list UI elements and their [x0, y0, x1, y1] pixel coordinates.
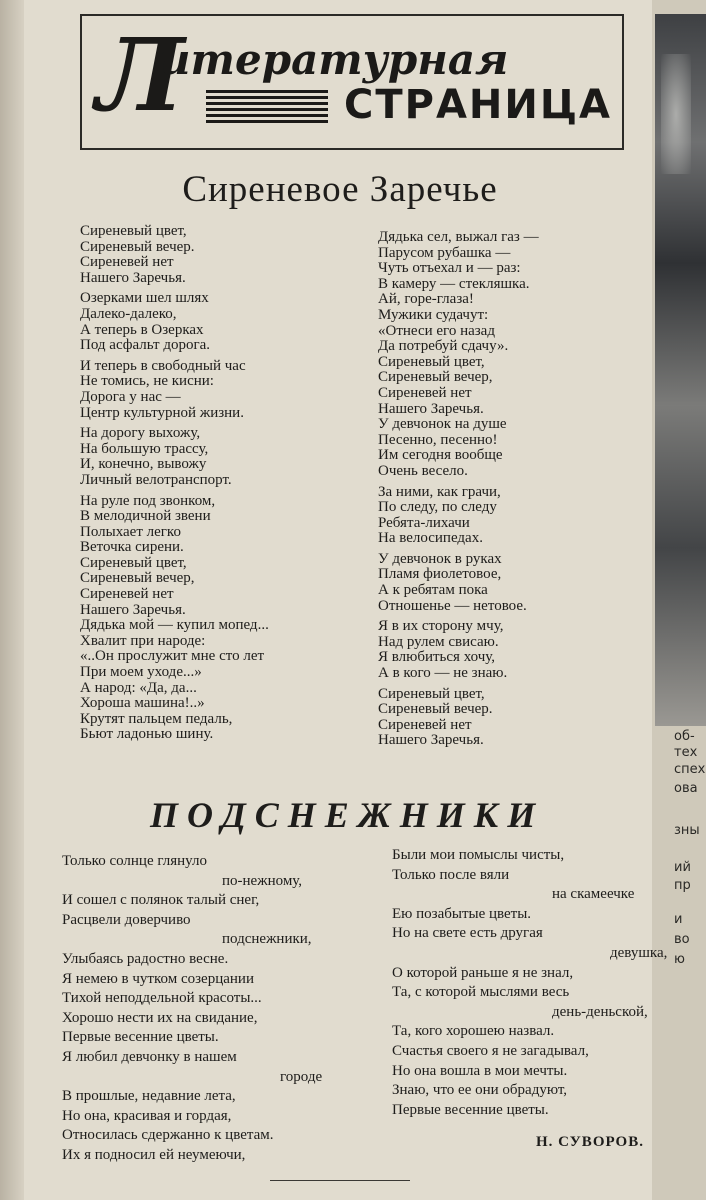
- verse-line: А народ: «Да, да...: [80, 679, 197, 696]
- verse-line: На руле под звонком,: [80, 492, 216, 509]
- verse-line: Далеко-далеко,: [80, 305, 177, 322]
- fragment-text: зны: [674, 823, 700, 838]
- verse-line: Только солнце глянуло: [62, 853, 207, 869]
- fragment-text: и: [674, 912, 683, 927]
- verse-line: Им сегодня вообще: [378, 447, 503, 464]
- verse-line: Сиреневей нет: [80, 254, 174, 271]
- verse-line: У девчонок на душе: [378, 416, 507, 433]
- logo-word-literary: итературная: [160, 35, 509, 84]
- verse-line: Дядька сел, выжал газ —: [378, 229, 539, 245]
- verse-line: городе: [280, 1068, 323, 1085]
- verse-line: На большую трассу,: [80, 440, 209, 457]
- verse-line: И сошел с полянок талый снег,: [62, 892, 260, 909]
- verse-line: Нашего Заречья.: [378, 400, 484, 417]
- verse-line: И теперь в свободный час: [80, 357, 246, 374]
- verse-line: Нашего Заречья.: [80, 601, 186, 618]
- verse-line: Знаю, что ее они обрадуют,: [392, 1082, 568, 1099]
- verse-line: Хорошо нести их на свидание,: [62, 1009, 258, 1026]
- stanza: [378, 485, 539, 547]
- stanza: [378, 619, 539, 681]
- logo-initial: Л: [96, 16, 185, 134]
- fragment-text: ю: [674, 952, 685, 967]
- verse-line: В камеру — стекляшка.: [378, 275, 530, 292]
- verse-line: Улыбаясь радостно весне.: [62, 950, 229, 967]
- verse-line: В прошлые, недавние лета,: [62, 1088, 236, 1105]
- verse-line: Сиреневый вечер.: [80, 238, 195, 255]
- verse-line: Бьют ладонью шину.: [80, 726, 214, 743]
- verse-line: За ними, как грачи,: [378, 483, 501, 500]
- verse-line: Ребята-лихачи: [378, 514, 470, 531]
- verse-line: Я в их сторону мчу,: [378, 618, 504, 635]
- verse-line: Их я подносил ей неумеючи,: [62, 1146, 246, 1163]
- poem-snowdrops-right-column: [392, 846, 667, 1120]
- verse-line: Но она вошла в мои мечты.: [392, 1062, 568, 1079]
- stanza: [80, 494, 269, 744]
- verse-line: Я влюбиться хочу,: [378, 649, 496, 666]
- verse-line: Тихой неподдельной красоты...: [62, 990, 262, 1007]
- verse-line: «Отнеси его назад: [378, 322, 495, 339]
- verse-line: Только после вяли: [392, 866, 510, 883]
- verse-line: Веточка сирени.: [80, 539, 184, 556]
- verse-line: По следу, по следу: [378, 499, 497, 516]
- verse-line: Отношенье — нетовое.: [378, 597, 527, 614]
- verse-line: «..Он прослужит мне сто лет: [80, 648, 265, 665]
- verse-line: А к ребятам пока: [378, 582, 488, 599]
- verse-line: Но она, красивая и гордая,: [62, 1107, 232, 1124]
- fragment-text: об-: [674, 729, 695, 744]
- verse-line: Дорога у нас —: [80, 388, 181, 405]
- fragment-text: ий: [674, 860, 691, 875]
- logo-stripes-decoration: [206, 90, 328, 124]
- verse-line: Сиреневей нет: [80, 586, 174, 603]
- verse-line: Крутят пальцем педаль,: [80, 710, 233, 727]
- verse-line: Песенно, песенно!: [378, 431, 498, 448]
- stanza: [378, 552, 539, 614]
- verse-line: Озерками шел шлях: [80, 290, 209, 307]
- verse-line: Сиреневый вечер,: [378, 369, 493, 386]
- verse-line: по-нежному,: [222, 872, 303, 889]
- verse-line: А в кого — не знаю.: [378, 665, 508, 682]
- verse-line: На дорогу выхожу,: [80, 425, 201, 442]
- divider-rule: [270, 1180, 410, 1181]
- author-signature: Н. СУВОРОВ.: [536, 1134, 644, 1150]
- verse-line: Сиреневей нет: [378, 384, 472, 401]
- verse-line: Хвалит при народе:: [80, 632, 206, 649]
- verse-line: Нашего Заречья.: [378, 732, 484, 749]
- verse-line: Та, кого хорошею назвал.: [392, 1023, 555, 1040]
- adjacent-photo: [655, 14, 706, 726]
- verse-line: И, конечно, вывожу: [80, 456, 207, 473]
- verse-line: Хороша машина!..»: [80, 695, 205, 712]
- verse-line: Сиреневый вечер,: [80, 570, 195, 587]
- verse-line: Парусом рубашка —: [378, 244, 511, 261]
- verse-line: Под асфальт дорога.: [80, 337, 211, 354]
- verse-line: Дядька мой — купил мопед...: [80, 617, 269, 634]
- verse-line: на скамеечке: [552, 886, 635, 903]
- stanza: [80, 224, 269, 286]
- verse-line: Я любил девчонку в нашем: [62, 1048, 237, 1065]
- stanza: [80, 359, 269, 421]
- verse-line: Но на свете есть другая: [392, 925, 543, 942]
- logo-word-page: СТРАНИЦА: [344, 82, 612, 128]
- verse-line: Первые весенние цветы.: [392, 1101, 549, 1118]
- verse-line: Мужики судачут:: [378, 306, 489, 323]
- verse-line: Сиреневей нет: [378, 716, 472, 733]
- verse-line: Расцвели доверчиво: [62, 911, 191, 928]
- verse-line: На велосипедах.: [378, 530, 483, 547]
- verse-line: Были мои помыслы чисты,: [392, 847, 565, 863]
- verse-line: Сиреневый вечер.: [378, 701, 493, 718]
- verse-line: Нашего Заречья.: [80, 269, 186, 286]
- fragment-text: ова: [674, 781, 698, 796]
- fragment-text: во: [674, 932, 690, 947]
- verse-line: подснежники,: [222, 931, 312, 948]
- stanza: [80, 426, 269, 488]
- verse-line: Ею позабытые цветы.: [392, 905, 532, 922]
- poem-title-snowdrops: ПОДСНЕЖНИКИ: [150, 795, 545, 835]
- verse-line: Чуть отъехал и — раз:: [378, 260, 521, 277]
- poem-lilac-right-column: [378, 230, 539, 754]
- verse-line: Ай, горе-глаза!: [378, 291, 474, 308]
- verse-line: Сиреневый цвет,: [80, 554, 187, 571]
- fragment-text: спех: [674, 762, 706, 777]
- verse-line: Полыхает легко: [80, 523, 181, 540]
- verse-line: При моем уходе...»: [80, 664, 202, 681]
- verse-line: Сиреневый цвет,: [378, 353, 485, 370]
- verse-line: Центр культурной жизни.: [80, 404, 244, 421]
- poem-title-lilac: Сиреневое Заречье: [182, 169, 498, 210]
- verse-line: девушка,: [610, 944, 668, 961]
- poem-lilac-left-column: [80, 224, 269, 748]
- verse-line: день-деньской,: [552, 1003, 648, 1020]
- fragment-text: пр: [674, 878, 691, 893]
- verse-line: Очень весело.: [378, 462, 468, 479]
- stanza: [378, 687, 539, 749]
- stanza: [378, 230, 539, 480]
- verse-line: Сиреневый цвет,: [80, 223, 187, 239]
- verse-line: В мелодичной звени: [80, 508, 211, 525]
- verse-line: Счастья своего я не загадывал,: [392, 1042, 589, 1059]
- verse-line: О которой раньше я не знал,: [392, 964, 574, 981]
- verse-line: Сиреневый цвет,: [378, 685, 485, 702]
- verse-line: Первые весенние цветы.: [62, 1029, 219, 1046]
- verse-line: Я немею в чутком созерцании: [62, 970, 254, 987]
- verse-line: Та, с которой мыслями весь: [392, 984, 570, 1001]
- verse-line: Пламя фиолетовое,: [378, 566, 502, 583]
- verse-line: Относилась сдержанно к цветам.: [62, 1127, 274, 1144]
- verse-line: А теперь в Озерках: [80, 321, 204, 338]
- verse-line: Не томись, не кисни:: [80, 373, 214, 390]
- section-header-logo: [80, 14, 624, 150]
- stanza: [80, 291, 269, 353]
- verse-line: Да потребуй сдачу».: [378, 338, 509, 355]
- verse-line: Личный велотранспорт.: [80, 471, 232, 488]
- fragment-text: тех: [674, 745, 698, 760]
- verse-line: Над рулем свисаю.: [378, 633, 499, 650]
- verse-line: У девчонок в руках: [378, 550, 502, 567]
- poem-snowdrops-left-column: [62, 852, 322, 1166]
